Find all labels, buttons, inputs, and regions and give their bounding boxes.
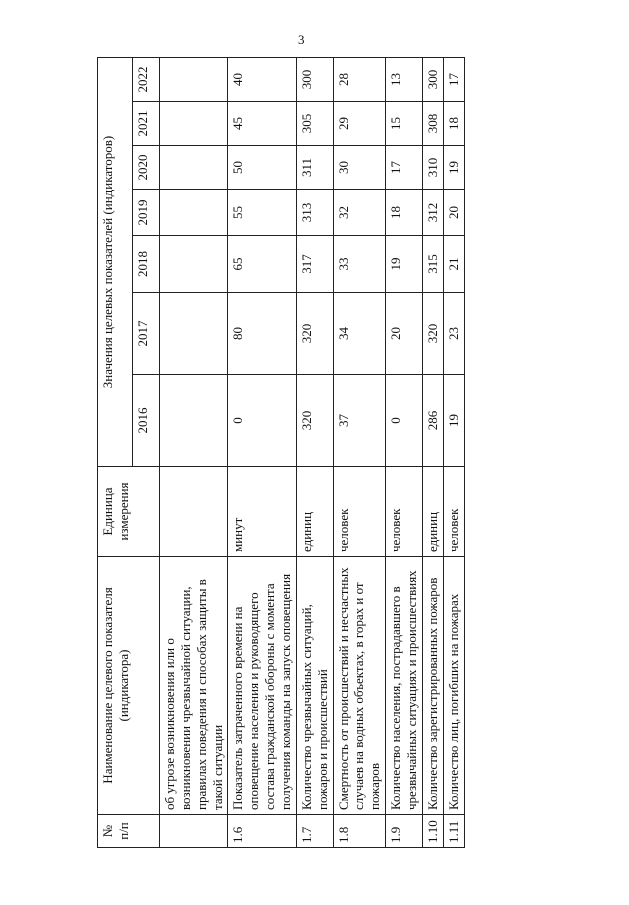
year-header: 2018 [133, 236, 160, 293]
row-value [160, 102, 228, 146]
row-unit: единиц [422, 467, 443, 557]
row-value: 0 [228, 375, 296, 467]
row-name: Смертность от происшествий и несчастных случаев на водных объектах, в горах и от пожаров [333, 557, 386, 815]
year-header: 2016 [133, 375, 160, 467]
row-number: 1.6 [228, 815, 296, 848]
row-value: 21 [443, 236, 464, 293]
row-value: 300 [296, 57, 333, 101]
row-value: 37 [333, 375, 386, 467]
table-row [296, 57, 333, 847]
row-value: 20 [386, 293, 423, 375]
row-value: 310 [422, 146, 443, 190]
row-value: 17 [443, 57, 464, 101]
header-unit: Единица измерения [98, 467, 160, 557]
row-value: 45 [228, 102, 296, 146]
row-value [160, 57, 228, 101]
rotated-table-container [97, 58, 594, 848]
row-value [160, 190, 228, 236]
row-value: 286 [422, 375, 443, 467]
row-name: об угрозе возникновения или о возникновении чрезвычайной ситуации, правилах поведения и способах защиты в такой ситуации [160, 557, 228, 815]
row-value: 19 [443, 375, 464, 467]
row-unit [160, 467, 228, 557]
row-value [160, 293, 228, 375]
table-row [333, 57, 386, 847]
row-value: 19 [443, 146, 464, 190]
row-number: 1.11 [443, 815, 464, 848]
row-value: 20 [443, 190, 464, 236]
row-value: 320 [296, 293, 333, 375]
row-value: 320 [296, 375, 333, 467]
row-value: 13 [386, 57, 423, 101]
row-value: 34 [333, 293, 386, 375]
row-value: 312 [422, 190, 443, 236]
row-value [160, 236, 228, 293]
row-value: 317 [296, 236, 333, 293]
table-row [228, 57, 296, 847]
row-value: 28 [333, 57, 386, 101]
row-unit: единиц [296, 467, 333, 557]
row-number: 1.9 [386, 815, 423, 848]
row-value: 311 [296, 146, 333, 190]
row-unit: минут [228, 467, 296, 557]
row-number: 1.10 [422, 815, 443, 848]
indicators-table [97, 57, 465, 848]
row-value: 17 [386, 146, 423, 190]
row-value: 15 [386, 102, 423, 146]
table-row [160, 57, 228, 847]
row-value: 18 [386, 190, 423, 236]
page-number: 3 [298, 32, 305, 47]
row-value: 55 [228, 190, 296, 236]
row-value: 33 [333, 236, 386, 293]
row-value: 18 [443, 102, 464, 146]
row-value: 30 [333, 146, 386, 190]
header-number-symbol: № [100, 824, 115, 838]
row-unit: человек [333, 467, 386, 557]
row-name: Количество населения, пострадавшего в чрезвычайных ситуациях и происшествиях [386, 557, 423, 815]
row-unit: человек [443, 467, 464, 557]
row-value: 50 [228, 146, 296, 190]
year-header: 2017 [133, 293, 160, 375]
year-header: 2019 [133, 190, 160, 236]
row-number [160, 815, 228, 848]
row-value: 315 [422, 236, 443, 293]
row-name: Показатель затраченного времени на оповещение населения и руководящего состава гражданской обороны с момента получения команды на запуск оповещения [228, 557, 296, 815]
year-header: 2020 [133, 146, 160, 190]
row-number: 1.7 [296, 815, 333, 848]
row-value: 300 [422, 57, 443, 101]
table-row [386, 57, 423, 847]
row-value: 19 [386, 236, 423, 293]
row-value [160, 146, 228, 190]
table-header-row [98, 57, 133, 847]
row-value: 0 [386, 375, 423, 467]
header-number-sub: п/п [115, 822, 131, 840]
row-name: Количество зарегистрированных пожаров [422, 557, 443, 815]
header-name: Наименование целевого показателя (индикатора) [98, 557, 160, 815]
year-header: 2022 [133, 57, 160, 101]
year-header: 2021 [133, 102, 160, 146]
row-value: 80 [228, 293, 296, 375]
row-value: 308 [422, 102, 443, 146]
row-unit: человек [386, 467, 423, 557]
row-value: 32 [333, 190, 386, 236]
row-value: 313 [296, 190, 333, 236]
row-name: Количество лиц, погибших на пожарах [443, 557, 464, 815]
table-row [443, 57, 464, 847]
row-name: Количество чрезвычайных ситуаций, пожаров и происшествий [296, 557, 333, 815]
row-value: 40 [228, 57, 296, 101]
header-number [98, 815, 160, 848]
table-row [422, 57, 443, 847]
row-value: 29 [333, 102, 386, 146]
header-values: Значения целевых показателей (индикаторов) [98, 57, 133, 466]
row-number: 1.8 [333, 815, 386, 848]
row-value [160, 375, 228, 467]
row-value: 320 [422, 293, 443, 375]
row-value: 305 [296, 102, 333, 146]
row-value: 65 [228, 236, 296, 293]
row-value: 23 [443, 293, 464, 375]
